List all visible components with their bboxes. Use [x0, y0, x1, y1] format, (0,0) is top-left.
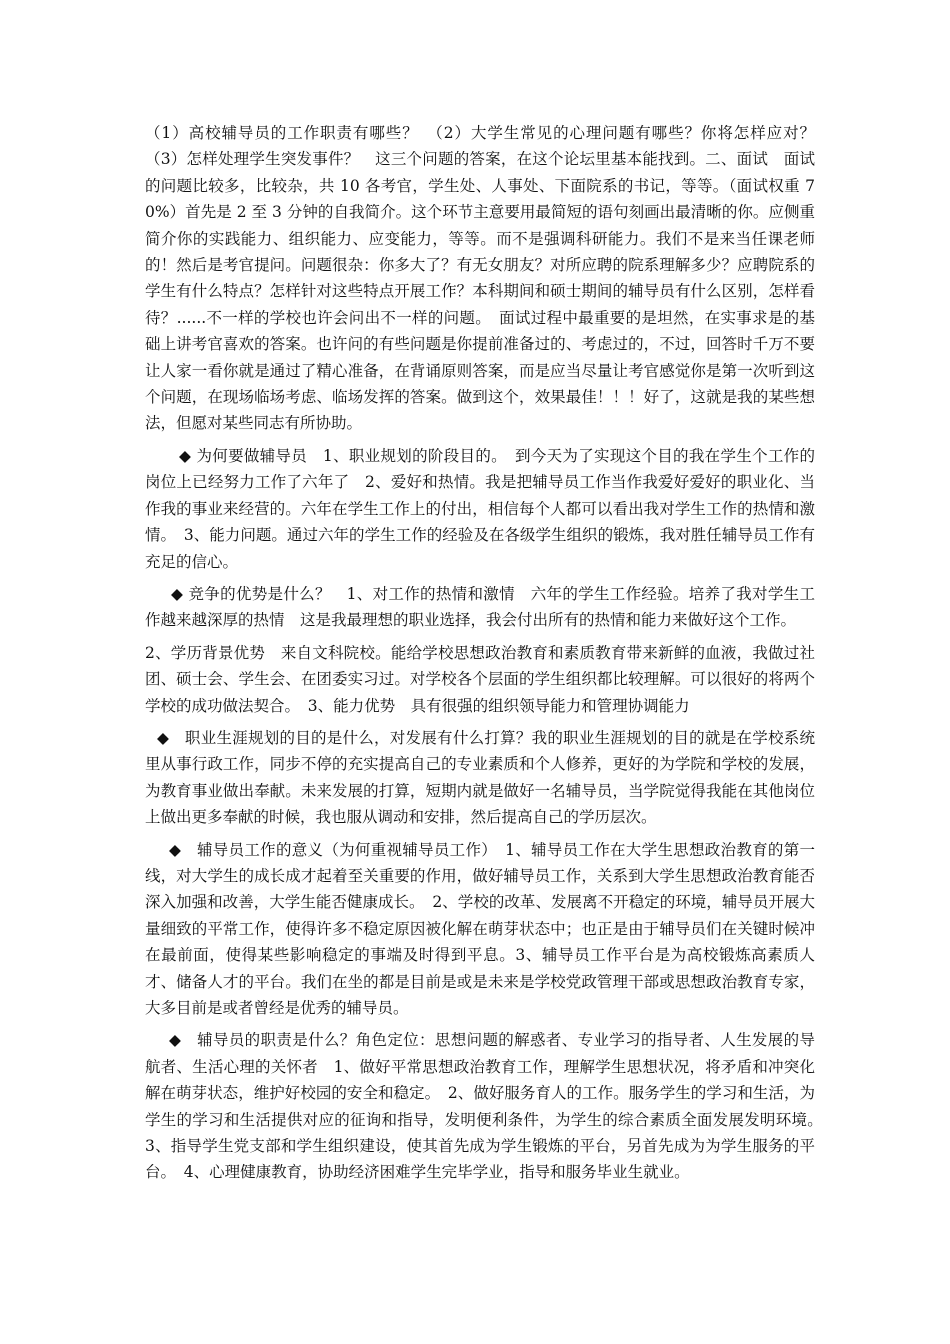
paragraph-education-background: 2、学历背景优势 来自文科院校。能给学校思想政治教育和素质教育带来新鲜的血液，我做过社团、硕士会、学生会、在团委实习过。对学校各个层面的学生组织都比较理解。可以很好的将两个学校的成功做法契合。 3、能力优势 具有很强的组织领导能力和管理协调能力 — [145, 643, 815, 715]
document-body — [145, 120, 831, 1186]
paragraph-counselor-significance: ◆ 辅导员工作的意义（为何重视辅导员工作） 1、辅导员工作在大学生思想政治教育的第一线，对大学生的成长成才起着至关重要的作用，做好辅导员工作，关系到大学生思想政治教育能否深入加强和改善，大学生能否健康成长。 2、学校的改革、发展离不开稳定的环境，辅导员开展大量细致的平常工作，使得许多不稳定原因被化解在萌芽状态中；也正是由于辅导员们在关键时候冲在最前面，使得某些影响稳定的事端及时得到平息。3、辅导员工作平台是为高校锻炼高素质人才、储备人才的平台。我们在坐的都是目前是或是未来是学校党政管理干部或思想政治教育专家，大多目前是或者曾经是优秀的辅导员。 — [145, 840, 815, 1017]
paragraph-why-counselor: ◆ 为何要做辅导员 1、职业规划的阶段目的。 到今天为了实现这个目的我在学生个工作的岗位上已经努力工作了六年了 2、爱好和热情。我是把辅导员工作当作我爱好爱好的职业化、当作我的事业来经营的。六年在学生工作上的付出，相信每个人都可以看出我对学生工作的热情和激情。 3、能力问题。通过六年的学生工作的经验及在各级学生组织的锻炼，我对胜任辅导员工作有充足的信心。 — [145, 446, 815, 571]
paragraph-counselor-duties: ◆ 辅导员的职责是什么？角色定位：思想问题的解惑者、专业学习的指导者、人生发展的导航者、生活心理的关怀者 1、做好平常思想政治教育工作，理解学生思想状况，将矛盾和冲突化解在萌芽状态，维护好校园的安全和稳定。 2、做好服务育人的工作。服务学生的学习和生活，为学生的学习和生活提供对应的征询和指导，发明便利条件，为学生的综合素质全面发展发明环境。 3、指导学生党支部和学生组织建设，使其首先成为学生锻炼的平台，另首先成为为学生服务的平台。 4、心理健康教育，协助经济困难学生完毕学业，指导和服务毕业生就业。 — [145, 1031, 831, 1182]
paragraph-interview-questions: （1）高校辅导员的工作职责有哪些？ （2）大学生常见的心理问题有哪些？你将怎样应对？ （3）怎样处理学生突发事件？ 这三个问题的答案，在这个论坛里基本能找到。二、面试 面试的问题比较多，比较杂，共 10 各考官，学生处、人事处、下面院系的书记，等等。（面试权重 70%）首先是 2 至 3 分钟的自我简介。这个环节主意要用最简短的语句刻画出最清晰的你。应侧重简介你的实践能力、组织能力、应变能力，等等。而不是强调科研能力。我们不是来当任课老师的！然后是考官提问。问题很杂：你多大了？有无女朋友？对所应聘的院系理解多少？应聘院系的学生有什么特点？怎样针对这些特点开展工作？本科期间和硕士期间的辅导员有什么区别，怎样看待？......不一样的学校也许会问出不一样的问题。 面试过程中最重要的是坦然，在实事求是的基础上讲考官喜欢的答案。也许问的有些问题是你提前准备过的、考虑过的，不过，回答时千万不要让人家一看你就是通过了精心准备，在背诵原则答案，而是应当尽量让考官感觉你是第一次听到这个问题，在现场临场考虑、临场发挥的答案。做到这个，效果最佳！！！好了，这就是我的某些想法，但愿对某些同志有所协助。 — [145, 124, 831, 433]
paragraph-competitive-advantage: ◆ 竞争的优势是什么？ 1、对工作的热情和激情 六年的学生工作经验。培养了我对学生工作越来越深厚的热情 这是我最理想的职业选择，我会付出所有的热情和能力来做好这个工作。 — [145, 584, 815, 630]
paragraph-career-planning: ◆ 职业生涯规划的目的是什么，对发展有什么打算？我的职业生涯规划的目的就是在学校系统里从事行政工作，同步不停的充实提高自己的专业素质和个人修养，更好的为学院和学校的发展，为教育事业做出奉献。未来发展的打算，短期内就是做好一名辅导员，当学院觉得我能在其他岗位上做出更多奉献的时候，我也服从调动和安排，然后提高自己的学历层次。 — [145, 728, 815, 827]
